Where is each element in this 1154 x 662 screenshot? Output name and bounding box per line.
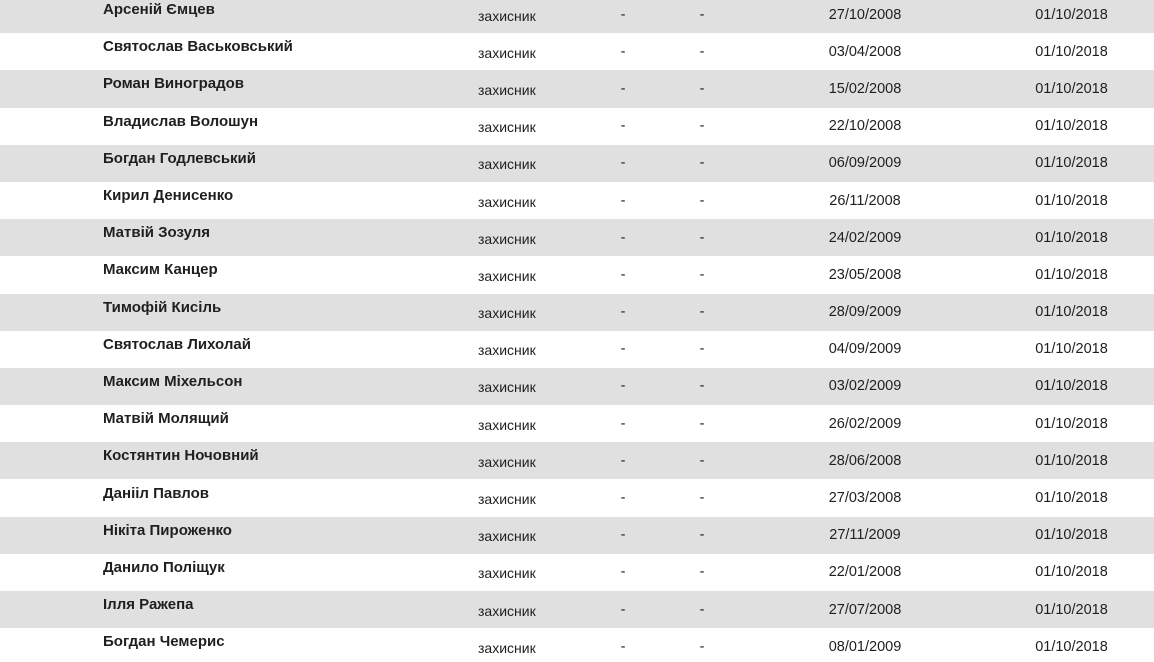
- stat-dash-2: -: [699, 6, 705, 23]
- stat-dash-1: -: [620, 341, 626, 358]
- stat-dash-2: -: [699, 452, 705, 469]
- row-left-spacer: [0, 0, 103, 33]
- stat-dash-1: -: [620, 43, 626, 60]
- row-left-spacer: [0, 517, 103, 554]
- table-row[interactable]: [0, 517, 1154, 554]
- stat-dash-2: -: [699, 415, 705, 432]
- stat-dash-1: -: [620, 229, 626, 246]
- player-name: Данііл Павлов: [103, 484, 209, 502]
- table-row[interactable]: [0, 145, 1154, 182]
- birth-date: 26/02/2009: [828, 415, 902, 432]
- registration-date: 01/10/2018: [1035, 80, 1108, 97]
- player-position: захисник: [478, 491, 536, 508]
- birth-date: 23/05/2008: [828, 266, 902, 283]
- registration-date: 01/10/2018: [1035, 527, 1108, 544]
- stat-dash-2: -: [699, 527, 705, 544]
- table-row[interactable]: [0, 554, 1154, 591]
- birth-date: 28/09/2009: [828, 304, 902, 321]
- player-position: захисник: [478, 453, 536, 470]
- player-position: захисник: [478, 565, 536, 582]
- stat-dash-2: -: [699, 43, 705, 60]
- birth-date: 06/09/2009: [828, 155, 902, 172]
- table-row[interactable]: [0, 219, 1154, 256]
- registration-date: 01/10/2018: [1035, 415, 1108, 432]
- stat-dash-1: -: [620, 80, 626, 97]
- table-row[interactable]: [0, 0, 1154, 33]
- row-left-spacer: [0, 554, 103, 591]
- stat-dash-1: -: [620, 601, 626, 618]
- stat-dash-1: -: [620, 490, 626, 507]
- registration-date: 01/10/2018: [1035, 266, 1108, 283]
- stat-dash-1: -: [620, 378, 626, 395]
- stat-dash-1: -: [620, 155, 626, 172]
- registration-date: 01/10/2018: [1035, 155, 1108, 172]
- birth-date: 27/11/2009: [829, 527, 901, 544]
- player-position: захисник: [478, 81, 536, 98]
- player-name: Богдан Чемерис: [103, 633, 225, 651]
- row-left-spacer: [0, 368, 103, 405]
- table-row[interactable]: [0, 405, 1154, 442]
- player-position: захисник: [478, 305, 536, 322]
- birth-date: 03/04/2008: [828, 43, 902, 60]
- birth-date: 27/10/2008: [828, 6, 902, 23]
- player-name: Костянтин Ночовний: [103, 447, 259, 465]
- row-left-spacer: [0, 442, 103, 479]
- registration-date: 01/10/2018: [1035, 304, 1108, 321]
- birth-date: 03/02/2009: [828, 378, 902, 395]
- player-position: захисник: [478, 379, 536, 396]
- player-position: захисник: [478, 528, 536, 545]
- stat-dash-1: -: [620, 266, 626, 283]
- registration-date: 01/10/2018: [1035, 564, 1108, 581]
- player-name: Святослав Лихолай: [103, 335, 251, 353]
- birth-date: 15/02/2008: [828, 80, 902, 97]
- row-left-spacer: [0, 33, 103, 70]
- player-position: захисник: [478, 119, 536, 136]
- stat-dash-1: -: [620, 6, 626, 23]
- player-position: захисник: [478, 193, 536, 210]
- stat-dash-1: -: [620, 564, 626, 581]
- row-left-spacer: [0, 219, 103, 256]
- birth-date: 24/02/2009: [828, 229, 902, 246]
- table-row[interactable]: [0, 33, 1154, 70]
- stat-dash-2: -: [699, 155, 705, 172]
- player-name: Кирил Денисенко: [103, 187, 234, 205]
- table-row[interactable]: [0, 591, 1154, 628]
- player-name: Максим Канцер: [103, 261, 218, 279]
- registration-date: 01/10/2018: [1035, 6, 1108, 23]
- registration-date: 01/10/2018: [1035, 638, 1108, 655]
- stat-dash-2: -: [699, 266, 705, 283]
- table-row[interactable]: [0, 368, 1154, 405]
- player-name: Тимофій Кисіль: [103, 298, 222, 316]
- stat-dash-2: -: [699, 80, 705, 97]
- player-name: Данило Поліщук: [103, 558, 225, 576]
- registration-date: 01/10/2018: [1035, 452, 1108, 469]
- table-row[interactable]: [0, 628, 1154, 662]
- row-left-spacer: [0, 108, 103, 145]
- birth-date: 28/06/2008: [828, 452, 902, 469]
- registration-date: 01/10/2018: [1035, 341, 1108, 358]
- player-position: захисник: [478, 7, 536, 24]
- registration-date: 01/10/2018: [1035, 229, 1108, 246]
- player-name: Максим Міхельсон: [103, 372, 243, 390]
- row-left-spacer: [0, 405, 103, 442]
- player-name: Арсеній Ємцев: [103, 1, 215, 19]
- table-row[interactable]: [0, 479, 1154, 516]
- stat-dash-2: -: [699, 378, 705, 395]
- player-position: захисник: [478, 230, 536, 247]
- player-name: Владислав Волошун: [103, 112, 259, 130]
- table-row[interactable]: [0, 182, 1154, 219]
- birth-date: 22/10/2008: [828, 118, 902, 135]
- table-row[interactable]: [0, 108, 1154, 145]
- row-left-spacer: [0, 294, 103, 331]
- player-position: захисник: [478, 416, 536, 433]
- player-position: захисник: [478, 342, 536, 359]
- row-left-spacer: [0, 145, 103, 182]
- registration-date: 01/10/2018: [1035, 490, 1108, 507]
- stat-dash-2: -: [699, 304, 705, 321]
- player-name: Роман Виноградов: [103, 75, 244, 93]
- row-left-spacer: [0, 256, 103, 293]
- player-name: Ілля Ражепа: [103, 596, 194, 614]
- birth-date: 27/03/2008: [828, 490, 902, 507]
- stat-dash-1: -: [620, 304, 626, 321]
- stat-dash-1: -: [620, 638, 626, 655]
- row-left-spacer: [0, 70, 103, 107]
- stat-dash-2: -: [699, 638, 705, 655]
- stat-dash-1: -: [620, 527, 626, 544]
- stat-dash-2: -: [699, 118, 705, 135]
- player-name: Матвій Зозуля: [103, 224, 211, 242]
- table-row[interactable]: [0, 256, 1154, 293]
- stat-dash-2: -: [699, 564, 705, 581]
- stat-dash-1: -: [620, 415, 626, 432]
- stat-dash-2: -: [699, 341, 705, 358]
- player-position: захисник: [478, 639, 536, 656]
- table-row[interactable]: [0, 331, 1154, 368]
- row-left-spacer: [0, 479, 103, 516]
- player-name: Матвій Молящий: [103, 410, 229, 428]
- table-row[interactable]: [0, 442, 1154, 479]
- row-left-spacer: [0, 628, 103, 662]
- registration-date: 01/10/2018: [1035, 601, 1108, 618]
- birth-date: 27/07/2008: [828, 601, 902, 618]
- birth-date: 08/01/2009: [828, 638, 902, 655]
- stat-dash-2: -: [699, 192, 705, 209]
- row-left-spacer: [0, 182, 103, 219]
- birth-date: 26/11/2008: [829, 192, 901, 209]
- birth-date: 22/01/2008: [828, 564, 902, 581]
- registration-date: 01/10/2018: [1035, 43, 1108, 60]
- table-row[interactable]: [0, 294, 1154, 331]
- player-position: захисник: [478, 602, 536, 619]
- player-position: захисник: [478, 156, 536, 173]
- player-name: Нікіта Пироженко: [103, 521, 232, 539]
- stat-dash-1: -: [620, 452, 626, 469]
- player-name: Богдан Годлевський: [103, 149, 256, 167]
- registration-date: 01/10/2018: [1035, 378, 1108, 395]
- player-name: Святослав Васьковський: [103, 38, 293, 56]
- row-left-spacer: [0, 331, 103, 368]
- registration-date: 01/10/2018: [1035, 192, 1108, 209]
- player-position: захисник: [478, 267, 536, 284]
- table-row[interactable]: [0, 70, 1154, 107]
- registration-date: 01/10/2018: [1035, 118, 1108, 135]
- row-left-spacer: [0, 591, 103, 628]
- player-position: захисник: [478, 44, 536, 61]
- stat-dash-1: -: [620, 192, 626, 209]
- birth-date: 04/09/2009: [828, 341, 902, 358]
- stat-dash-2: -: [699, 601, 705, 618]
- stat-dash-2: -: [699, 229, 705, 246]
- stat-dash-2: -: [699, 490, 705, 507]
- stat-dash-1: -: [620, 118, 626, 135]
